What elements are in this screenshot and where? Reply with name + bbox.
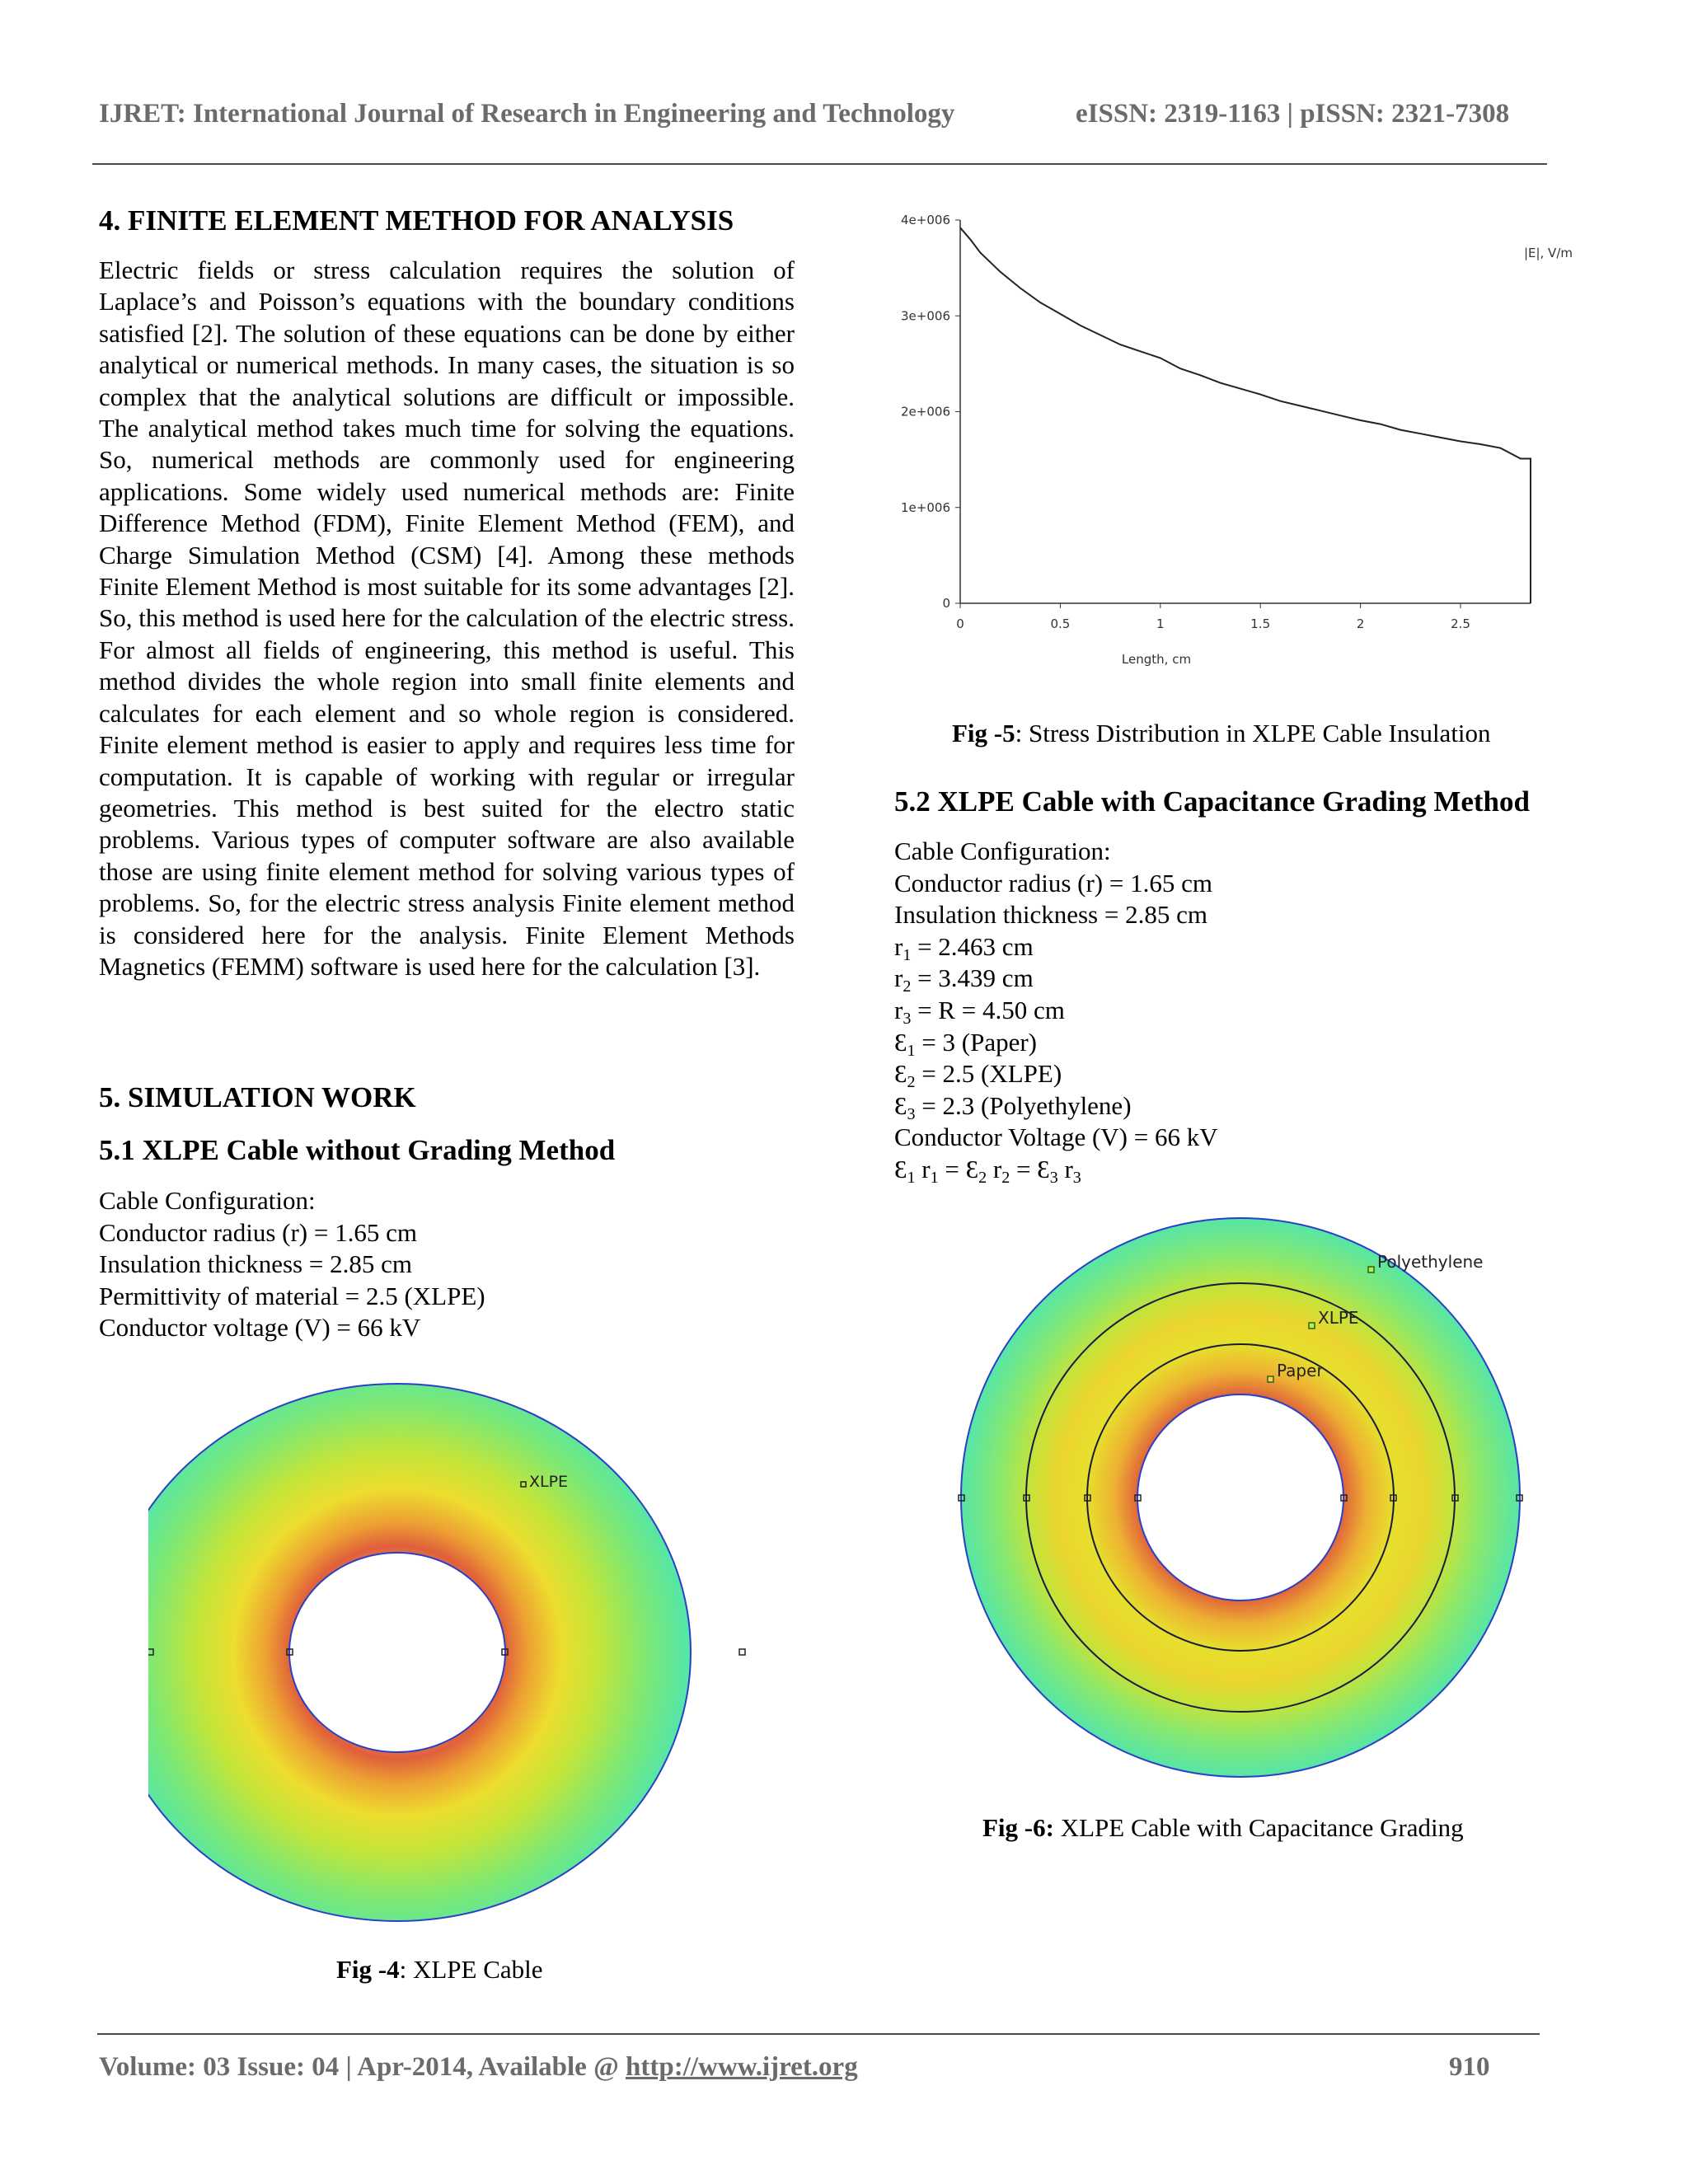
chart-y-tick-label: 0: [942, 596, 950, 611]
config-list-5-2: [894, 836, 1218, 1186]
fig-5-stress-chart: [890, 206, 1582, 676]
config-line: Insulation thickness = 2.85 cm: [894, 900, 1207, 930]
config-line: Cable Configuration:: [894, 837, 1111, 865]
caption-label: Fig -5: [952, 719, 1015, 748]
xlpe-label: XLPE: [529, 1473, 569, 1491]
conductor-boundary: [289, 1553, 505, 1752]
config-line: Conductor voltage (V) = 66 kV: [99, 1313, 421, 1343]
footer-prefix: Volume: 03 Issue: 04 | Apr-2014, Available @: [99, 2052, 626, 2082]
chart-y-tick-label: 1e+006: [901, 499, 950, 515]
chart-x-tick-label: 2.5: [1451, 616, 1470, 631]
chart-x-tick-label: 1.5: [1250, 616, 1271, 631]
node-marker: [739, 1649, 745, 1655]
permittivity-e3-line: $Ɛ_3 = 2.3$ (Polyethylene): [894, 1090, 1132, 1123]
grading-relation-line: $Ɛ_1$ $r_1$ = $Ɛ_2$ $r_2$ = $Ɛ_3$ $r_3$: [894, 1154, 1081, 1187]
page-number: 910: [1449, 2052, 1490, 2082]
label-marker: [1309, 1323, 1315, 1329]
footer-volume: [99, 2052, 858, 2083]
journal-title: IJRET: International Journal of Research in Engineering and Technology: [99, 99, 955, 129]
chart-y-tick-label: 2e+006: [901, 404, 950, 419]
label-marker: [1268, 1376, 1273, 1382]
voltage-line: Conductor Voltage (V) = 66 kV: [894, 1122, 1218, 1152]
polyethylene-label: Polyethylene: [1377, 1252, 1484, 1272]
section-5-1-heading: 5.1 XLPE Cable without Grading Method: [99, 1134, 616, 1166]
section-5-heading: 5. SIMULATION WORK: [99, 1081, 416, 1113]
caption-label: Fig -4: [336, 1955, 400, 1984]
permittivity-e2-line: $Ɛ_2 = 2.5$ (XLPE): [894, 1059, 1062, 1092]
chart-x-axis-label: Length, cm: [1121, 652, 1192, 667]
chart-y-axis-label: |E|, V/m: [1523, 246, 1573, 260]
caption-text: : XLPE Cable: [399, 1955, 543, 1984]
config-line: Conductor radius (r) = 1.65 cm: [894, 868, 1212, 898]
permittivity-e1-line: $Ɛ_1 = 3$ (Paper): [894, 1027, 1037, 1060]
journal-link[interactable]: http://www.ijret.org: [626, 2052, 858, 2082]
caption-label: Fig -6:: [982, 1813, 1054, 1842]
fig-4-caption: [336, 1955, 543, 1985]
chart-x-tick-label: 2: [1356, 616, 1365, 631]
label-marker: [1368, 1267, 1374, 1272]
fig-5-caption: [952, 719, 1491, 748]
chart-y-tick-label: 3e+006: [901, 308, 950, 324]
stress-series-line: [960, 227, 1531, 603]
config-list-5-1: [99, 1185, 485, 1344]
config-line: Insulation thickness = 2.85 cm: [99, 1249, 412, 1279]
caption-text: : Stress Distribution in XLPE Cable Insulation: [1015, 719, 1491, 748]
section-4-heading: 4. FINITE ELEMENT METHOD FOR ANALYSIS: [99, 204, 734, 237]
fig-6-caption: [982, 1813, 1464, 1843]
config-line: Permittivity of material = 2.5 (XLPE): [99, 1281, 485, 1310]
footer-rule: [97, 2033, 1540, 2035]
paper-label: Paper: [1277, 1361, 1324, 1380]
chart-y-tick-label: 4e+006: [901, 213, 950, 227]
section-5-2-heading: 5.2 XLPE Cable with Capacitance Grading Method: [894, 785, 1530, 818]
radius-r2-line: $r_2 = 3.439$ cm: [894, 963, 1034, 996]
config-line: Conductor radius (r) = 1.65 cm: [99, 1217, 417, 1247]
chart-x-tick-label: 1: [1156, 616, 1165, 631]
chart-x-tick-label: 0.5: [1050, 616, 1071, 631]
chart-x-tick-label: 0: [956, 616, 964, 631]
fig-4-field-plot: [148, 1376, 750, 1929]
fig-6-field-plot: [956, 1212, 1533, 1788]
xlpe-label: XLPE: [1318, 1308, 1359, 1328]
caption-text: XLPE Cable with Capacitance Grading: [1053, 1813, 1464, 1842]
radius-r1-line: $r_1 = 2.463$ cm: [894, 931, 1034, 964]
issn-text: eISSN: 2319-1163 | pISSN: 2321-7308: [1076, 99, 1510, 129]
conductor-boundary: [1137, 1394, 1343, 1601]
section-4-paragraph: Electric fields or stress calculation requires the solution of Laplace’s and Poisson’s equations with the boundary conditions satisfied [2]. The solution of these equations can be done by either analytical or numerical methods. In many cases, the situation is so complex that the analytical solutions are difficult or impossible. The analytical method takes much time for solving the equations. So, numerical methods are commonly used for engineering applications. Some widely used numerical methods are: Finite Difference Method (FDM), Finite Element Method (FEM), and Charge Simulation Method (CSM) [4]. Among these methods Finite Element Method is most suitable for its some advantages [2]. So, this method is used here for the calculation of the electric stress. For almost all fields of engineering, this method is useful. This method divides the whole region into small finite elements and calculates for each element and so whole region is considered. Finite element method is easier to apply and requires less time for computation. It is capable of working with regular or irregular geometries. This method is best suited for the electro static problems. Various types of computer software are also available those are using finite element method for solving various types of problems. So, for the electric stress analysis Finite element method is considered here for the analysis. Finite Element Methods Magnetics (FEMM) software is used here for the calculation [3].: [99, 255, 795, 981]
config-line: Cable Configuration:: [99, 1186, 316, 1215]
header-rule: [92, 163, 1547, 165]
radius-r3-line: $r_3 = R = 4.50$ cm: [894, 995, 1065, 1028]
